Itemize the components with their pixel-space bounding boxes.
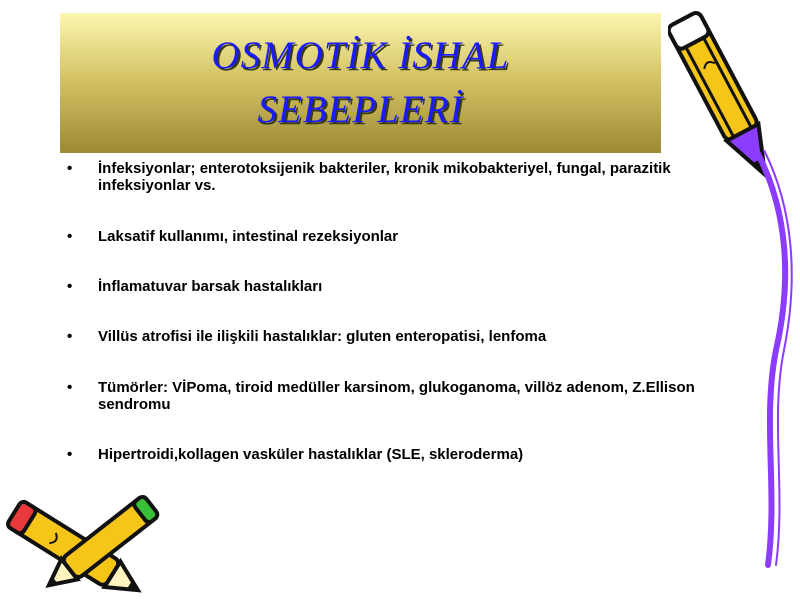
title-banner [60, 13, 661, 153]
bullet-item-villous-atrophy: • Villüs atrofisi ile ilişkili hastalıklar: gluten enteropatisi, lenfoma [64, 328, 744, 345]
bullet-item-laxatives: • Laksatif kullanımı, intestinal rezeksiyonlar [64, 228, 744, 245]
bullet-item-infections: • İnfeksiyonlar; enterotoksijenik bakteriler, kronik mikobakteriyel, fungal, parazitik infeksiyonlar vs. [64, 160, 744, 194]
title-line-2: SEBEPLERİ [257, 88, 464, 131]
crossed-pencils-bottom-left-icon [0, 485, 165, 597]
bullet-item-tumors: • Tümörler: VİPoma, tiroid medüller karsinom, glukoganoma, villöz adenom, Z.Ellison sendromu [64, 379, 744, 413]
bullet-item-hyperthyroid: • Hipertroidi,kollagen vasküler hastalıklar (SLE, skleroderma) [64, 446, 744, 463]
bullet-list [64, 160, 744, 463]
bullet-item-inflammatory: • İnflamatuvar barsak hastalıkları [64, 278, 744, 295]
purple-curl-right-icon [748, 150, 800, 570]
title-line-1: OSMOTİK İSHAL [211, 34, 510, 77]
